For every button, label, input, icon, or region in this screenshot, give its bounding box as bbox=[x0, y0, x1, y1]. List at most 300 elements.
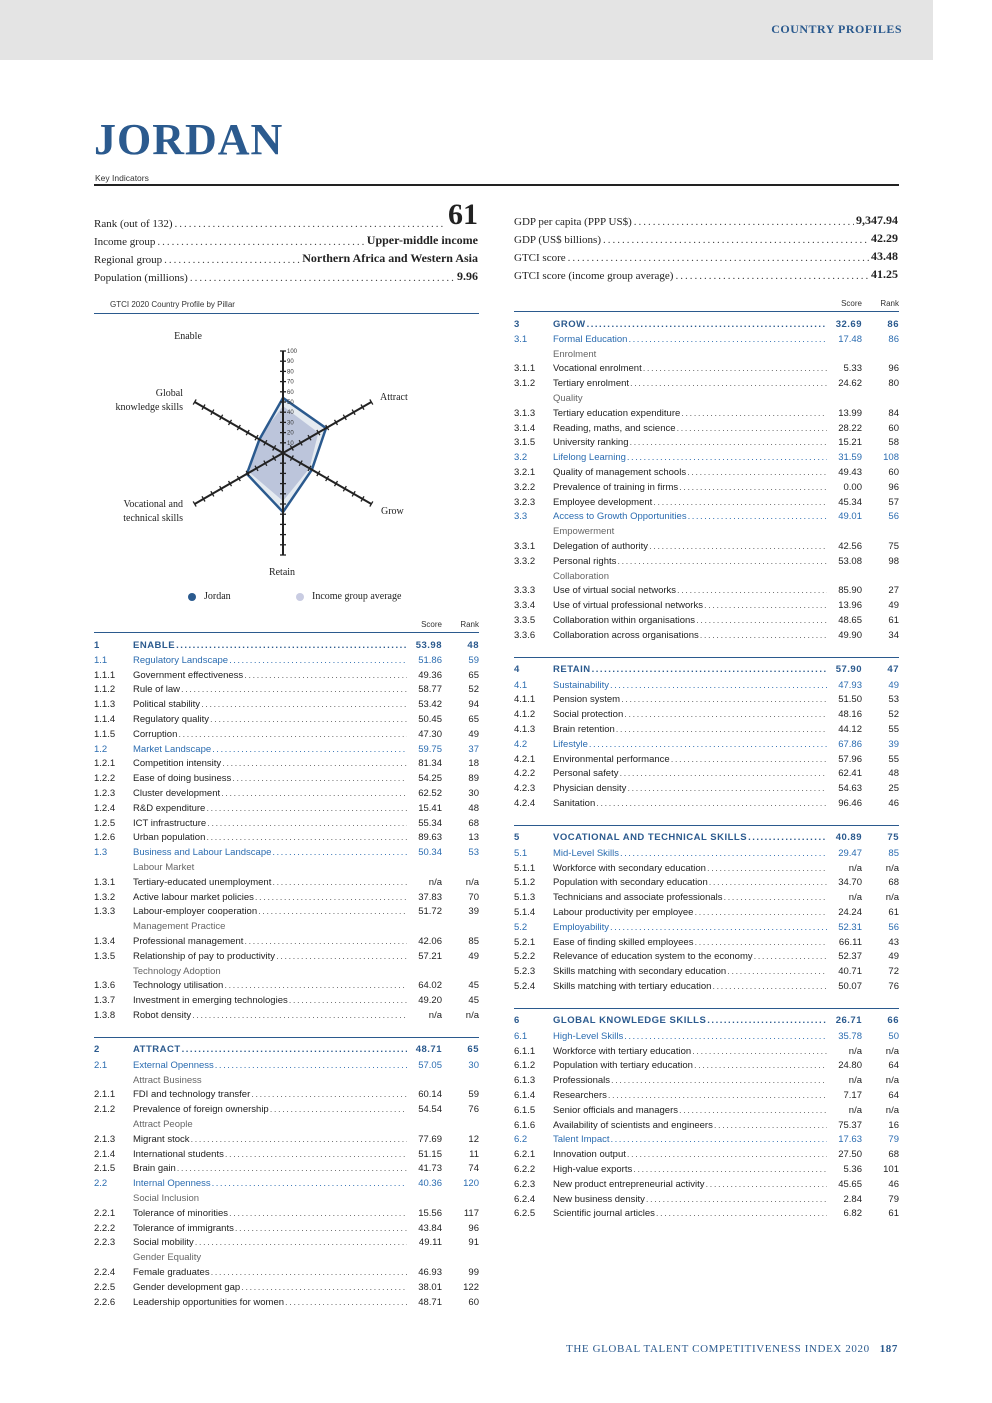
leader-dots bbox=[646, 1194, 827, 1205]
leader-dots bbox=[671, 754, 827, 765]
indicator-score: 52.37 bbox=[838, 951, 862, 963]
group-heading-label: Management Practice bbox=[133, 921, 226, 933]
leader-dots bbox=[727, 966, 827, 977]
leader-dots bbox=[709, 877, 827, 888]
indicator-row bbox=[514, 1118, 899, 1133]
indicator-rank: 86 bbox=[887, 318, 899, 330]
indicator-rank: 59 bbox=[468, 654, 479, 666]
indicator-rank: 91 bbox=[468, 1237, 479, 1249]
indicator-rank: 72 bbox=[888, 966, 899, 978]
group-heading-label: Social Inclusion bbox=[133, 1192, 200, 1204]
indicator-row bbox=[94, 801, 479, 816]
indicator-code: 5.2.2 bbox=[514, 951, 536, 963]
group-heading-label: Empowerment bbox=[553, 526, 615, 538]
radar-tick-label: 40 bbox=[287, 410, 294, 417]
indicator-row bbox=[94, 1132, 479, 1147]
indicator-code: 3.1.1 bbox=[514, 363, 536, 375]
leader-dots bbox=[630, 437, 828, 448]
sub-pillar-row bbox=[94, 845, 479, 860]
group-heading bbox=[514, 391, 899, 406]
radar-axis-label-line: Retain bbox=[268, 567, 296, 578]
indicator-row bbox=[94, 949, 479, 964]
leader-dots bbox=[258, 906, 407, 917]
indicator-score: 48.71 bbox=[415, 1044, 442, 1056]
indicator-name: Scientific journal articles bbox=[553, 1208, 655, 1220]
indicator-score: 49.01 bbox=[838, 511, 862, 523]
indicator-code: 1.3.6 bbox=[94, 980, 116, 992]
indicator-rank: 39 bbox=[888, 738, 899, 750]
indicator-score: 44.12 bbox=[838, 724, 862, 736]
indicator-code: 2.2.4 bbox=[94, 1266, 116, 1278]
indicator-score: 42.56 bbox=[838, 541, 862, 553]
indicator-rank: 48 bbox=[888, 768, 899, 780]
score-header: Score bbox=[841, 299, 862, 308]
indicator-score: 15.56 bbox=[418, 1207, 442, 1219]
radar-caption: GTCI 2020 Country Profile by Pillar bbox=[110, 300, 235, 309]
group-heading bbox=[94, 1191, 479, 1206]
indicator-rank: 49 bbox=[468, 728, 479, 740]
indicator-name: Brain gain bbox=[133, 1163, 176, 1175]
indicator-name: Market Landscape bbox=[133, 743, 212, 755]
indicator-code: 2.1.4 bbox=[94, 1148, 116, 1160]
indicator-row bbox=[514, 376, 899, 391]
leader-dots bbox=[592, 664, 827, 675]
legend-income-avg-label: Income group average bbox=[312, 591, 402, 602]
indicator-score: 51.72 bbox=[418, 906, 442, 918]
indicator-rank: 30 bbox=[468, 788, 479, 800]
radar-axis-label bbox=[380, 391, 408, 405]
indicator-row bbox=[94, 1102, 479, 1117]
pillar-row bbox=[514, 830, 899, 846]
indicator-rank: n/a bbox=[885, 862, 899, 874]
key-indicator-row bbox=[94, 248, 478, 266]
indicator-code: 3 bbox=[514, 318, 520, 330]
indicator-code: 2.2.5 bbox=[94, 1281, 116, 1293]
leader-dots bbox=[627, 452, 827, 463]
indicator-score: 17.48 bbox=[838, 333, 862, 345]
key-indicators-right bbox=[514, 210, 898, 282]
indicator-name: New business density bbox=[553, 1193, 645, 1205]
pillar-row bbox=[94, 637, 479, 653]
key-indicator-row bbox=[514, 264, 898, 282]
group-heading bbox=[514, 347, 899, 362]
indicator-rank: 55 bbox=[888, 753, 899, 765]
indicator-row bbox=[94, 786, 479, 801]
leader-dots bbox=[255, 892, 407, 903]
indicator-rank: 75 bbox=[887, 832, 899, 844]
indicator-score: 28.22 bbox=[838, 422, 862, 434]
indicator-code: 2.2 bbox=[94, 1178, 108, 1190]
indicator-code: 5.2.4 bbox=[514, 980, 536, 992]
group-heading bbox=[514, 569, 899, 584]
indicator-row bbox=[514, 1162, 899, 1177]
indicator-score: 50.34 bbox=[418, 847, 442, 859]
indicator-code: 3.3.2 bbox=[514, 555, 536, 567]
leader-dots bbox=[608, 1090, 827, 1101]
indicator-row bbox=[514, 964, 899, 979]
indicator-row bbox=[94, 771, 479, 786]
indicator-score: 37.83 bbox=[418, 891, 442, 903]
indicator-row bbox=[514, 1192, 899, 1207]
indicator-rank: n/a bbox=[885, 892, 899, 904]
leader-dots bbox=[619, 768, 827, 779]
table-top-rule bbox=[94, 632, 479, 633]
leader-dots bbox=[611, 1134, 828, 1145]
group-heading-label: Gender Equality bbox=[133, 1252, 202, 1264]
indicator-score: 29.47 bbox=[838, 847, 862, 859]
indicator-score: 27.50 bbox=[838, 1149, 862, 1161]
leader-dots bbox=[704, 600, 827, 611]
indicator-name: R&D expenditure bbox=[133, 802, 206, 814]
right-indicator-table bbox=[514, 299, 899, 1221]
indicator-code: 2.2.2 bbox=[94, 1222, 116, 1234]
indicator-code: 1.2 bbox=[94, 743, 108, 755]
indicator-rank: 52 bbox=[888, 709, 899, 721]
indicator-code: 3.3.3 bbox=[514, 585, 536, 597]
leader-dots bbox=[276, 951, 407, 962]
indicator-name: Population with secondary education bbox=[553, 877, 708, 889]
section-tag: COUNTRY PROFILES bbox=[771, 22, 902, 36]
indicator-rank: 57 bbox=[888, 496, 899, 508]
indicator-code: 4.1 bbox=[514, 679, 528, 691]
leader-dots bbox=[568, 252, 869, 264]
leader-dots bbox=[694, 1060, 827, 1071]
indicator-rank: 56 bbox=[888, 921, 899, 933]
indicator-row bbox=[94, 905, 479, 920]
indicator-name: RETAIN bbox=[553, 664, 591, 676]
indicator-rank: 12 bbox=[468, 1133, 479, 1145]
indicator-name: ENABLE bbox=[133, 639, 176, 651]
indicator-name: Pension system bbox=[553, 694, 621, 706]
indicator-rank: 74 bbox=[468, 1163, 479, 1175]
indicator-name: Corruption bbox=[133, 728, 178, 740]
indicator-code: 1.1.5 bbox=[94, 728, 116, 740]
group-heading bbox=[94, 860, 479, 875]
indicator-score: 42.06 bbox=[418, 936, 442, 948]
key-indicator-row bbox=[94, 200, 478, 230]
indicator-row bbox=[514, 539, 899, 554]
page-title: JORDAN bbox=[94, 115, 284, 164]
key-indicator-value: 9.96 bbox=[457, 269, 478, 283]
indicator-code: 1.2.6 bbox=[94, 832, 116, 844]
key-indicator-label: Regional group bbox=[94, 254, 163, 266]
indicator-rank: 49 bbox=[888, 951, 899, 963]
indicator-code: 6 bbox=[514, 1015, 520, 1027]
indicator-row bbox=[514, 1103, 899, 1118]
indicator-code: 3.2 bbox=[514, 452, 528, 464]
indicator-rank: 49 bbox=[888, 679, 899, 691]
indicator-row bbox=[514, 876, 899, 891]
leader-dots bbox=[157, 236, 364, 248]
leader-dots bbox=[190, 272, 455, 284]
indicator-row bbox=[94, 1235, 479, 1250]
indicator-code: 2 bbox=[94, 1044, 100, 1056]
indicator-rank: 68 bbox=[468, 817, 479, 829]
indicator-score: 96.46 bbox=[838, 798, 862, 809]
indicator-score: 77.69 bbox=[418, 1133, 442, 1145]
indicator-rank: 53 bbox=[468, 847, 479, 859]
indicator-score: n/a bbox=[848, 1104, 862, 1116]
indicator-rank: 61 bbox=[888, 615, 899, 627]
leader-dots bbox=[289, 995, 407, 1006]
key-indicator-value: 61 bbox=[448, 198, 478, 231]
indicator-code: 2.2.6 bbox=[94, 1296, 116, 1308]
indicator-score: 55.34 bbox=[418, 817, 442, 829]
leader-dots bbox=[596, 798, 827, 809]
indicator-name: Prevalence of foreign ownership bbox=[133, 1104, 269, 1116]
indicator-rank: 43 bbox=[888, 936, 899, 948]
legend-income-avg-swatch bbox=[296, 593, 304, 601]
indicator-row bbox=[94, 1008, 479, 1023]
indicator-score: 60.14 bbox=[418, 1089, 442, 1101]
leader-dots bbox=[206, 803, 407, 814]
indicator-code: 2.1.2 bbox=[94, 1104, 116, 1116]
indicator-name: University ranking bbox=[553, 437, 629, 449]
radar-tick-label: 20 bbox=[287, 430, 294, 437]
indicator-code: 5 bbox=[514, 832, 520, 844]
indicator-rank: 16 bbox=[888, 1119, 899, 1131]
leader-dots bbox=[191, 1134, 408, 1145]
indicator-name: Labour-employer cooperation bbox=[133, 906, 258, 918]
indicator-code: 6.2 bbox=[514, 1134, 528, 1146]
indicator-name: Tolerance of immigrants bbox=[133, 1222, 234, 1234]
section-gap bbox=[514, 994, 899, 1008]
indicator-name: Collaboration within organisations bbox=[553, 615, 696, 627]
leader-dots bbox=[714, 1120, 827, 1131]
indicator-score: 24.62 bbox=[838, 378, 862, 390]
indicator-rank: n/a bbox=[465, 1010, 479, 1022]
indicator-code: 6.2.5 bbox=[514, 1208, 536, 1220]
indicator-rank: 55 bbox=[888, 724, 899, 736]
indicator-score: 51.86 bbox=[418, 654, 442, 666]
indicator-score: 51.15 bbox=[418, 1148, 442, 1160]
indicator-row bbox=[94, 1088, 479, 1103]
indicator-score: 26.71 bbox=[835, 1015, 862, 1027]
pillar-rule bbox=[94, 1037, 479, 1038]
radar-tick-label: 100 bbox=[287, 349, 298, 355]
indicator-name: Relevance of education system to the economy bbox=[553, 951, 753, 963]
leader-dots bbox=[617, 556, 827, 567]
footer bbox=[566, 1343, 898, 1355]
indicator-row bbox=[94, 1265, 479, 1280]
indicator-name: Political stability bbox=[133, 699, 201, 711]
indicator-code: 1.2.4 bbox=[94, 802, 116, 814]
legend-jordan-label: Jordan bbox=[204, 591, 231, 602]
indicator-score: 35.78 bbox=[838, 1030, 862, 1042]
indicator-rank: 46 bbox=[888, 798, 899, 809]
indicator-score: 24.24 bbox=[838, 906, 862, 918]
indicator-code: 6.1.5 bbox=[514, 1104, 536, 1116]
key-indicator-label: GTCI score (income group average) bbox=[514, 270, 674, 282]
indicator-code: 1.3.7 bbox=[94, 995, 116, 1007]
section-gap bbox=[514, 643, 899, 657]
indicator-score: 40.36 bbox=[418, 1178, 442, 1190]
indicator-rank: 96 bbox=[888, 363, 899, 375]
indicator-rank: 98 bbox=[888, 555, 899, 567]
legend-jordan-swatch bbox=[188, 593, 196, 601]
leader-dots bbox=[232, 773, 407, 784]
leader-dots bbox=[603, 234, 869, 246]
score-header: Score bbox=[421, 620, 442, 629]
indicator-code: 2.1 bbox=[94, 1059, 108, 1071]
radar-axis-label-line: technical skills bbox=[123, 513, 183, 524]
indicator-code: 1.3.2 bbox=[94, 891, 116, 903]
indicator-code: 3.1.5 bbox=[514, 437, 536, 449]
indicator-name: External Openness bbox=[133, 1059, 214, 1071]
indicator-row bbox=[514, 1147, 899, 1162]
indicator-score: 24.80 bbox=[838, 1060, 862, 1072]
indicator-score: 49.11 bbox=[418, 1237, 442, 1249]
indicator-score: 62.52 bbox=[418, 788, 442, 800]
leader-dots bbox=[212, 1178, 407, 1189]
indicator-name: Physician density bbox=[553, 783, 627, 795]
indicator-row bbox=[514, 495, 899, 510]
indicator-code: 5.2 bbox=[514, 921, 528, 933]
indicator-score: 53.42 bbox=[418, 699, 442, 711]
rank-header: Rank bbox=[460, 620, 479, 629]
radar-axis-label-line: knowledge skills bbox=[115, 402, 183, 413]
indicator-name: Brain retention bbox=[553, 724, 615, 736]
leader-dots bbox=[630, 378, 827, 389]
indicator-rank: 34 bbox=[888, 629, 899, 641]
indicator-name: GLOBAL KNOWLEDGE SKILLS bbox=[553, 1015, 707, 1027]
indicator-rank: 68 bbox=[888, 1149, 899, 1161]
indicator-code: 6.1 bbox=[514, 1030, 528, 1042]
radar-axis-label-text bbox=[269, 566, 295, 580]
leader-dots bbox=[241, 1282, 407, 1293]
indicator-name: VOCATIONAL AND TECHNICAL SKILLS bbox=[553, 832, 748, 844]
indicator-row bbox=[514, 554, 899, 569]
leader-dots bbox=[178, 729, 407, 740]
indicator-score: 54.63 bbox=[838, 783, 862, 795]
sub-pillar-row bbox=[514, 846, 899, 861]
sub-pillar-row bbox=[94, 653, 479, 668]
sub-pillar-row bbox=[514, 332, 899, 347]
leader-dots bbox=[620, 848, 827, 859]
indicator-rank: 27 bbox=[888, 585, 899, 597]
indicator-rank: 59 bbox=[468, 1089, 479, 1101]
radar-tick-label: 50 bbox=[287, 400, 294, 406]
indicator-row bbox=[514, 421, 899, 436]
indicator-rank: 65 bbox=[468, 669, 479, 681]
indicator-score: 51.50 bbox=[838, 694, 862, 706]
indicator-row bbox=[94, 890, 479, 905]
group-heading-label: Attract People bbox=[133, 1119, 193, 1130]
indicator-row bbox=[514, 935, 899, 950]
pillar-rule bbox=[514, 1008, 899, 1009]
radar-axis-label bbox=[88, 498, 183, 526]
table-header bbox=[514, 299, 899, 311]
indicator-score: 52.31 bbox=[838, 921, 862, 933]
key-indicator-label: GDP per capita (PPP US$) bbox=[514, 216, 632, 228]
indicator-name: Delegation of authority bbox=[553, 541, 649, 553]
leader-dots bbox=[754, 951, 827, 962]
indicator-row bbox=[514, 1177, 899, 1192]
indicator-code: 3.3.5 bbox=[514, 615, 536, 627]
rank-header: Rank bbox=[880, 299, 899, 308]
group-heading bbox=[94, 919, 479, 934]
indicator-name: Regulatory Landscape bbox=[133, 654, 229, 666]
indicator-code: 4.1.1 bbox=[514, 694, 536, 706]
indicator-code: 1.3.4 bbox=[94, 936, 116, 948]
radar-axis-label-line: Vocational and bbox=[123, 499, 183, 510]
indicator-code: 2.2.1 bbox=[94, 1207, 116, 1219]
sub-pillar-row bbox=[94, 1176, 479, 1191]
leader-dots bbox=[656, 1208, 827, 1219]
indicator-name: Personal rights bbox=[553, 555, 617, 567]
leader-dots bbox=[244, 670, 407, 681]
indicator-name: FDI and technology transfer bbox=[133, 1089, 251, 1101]
indicator-code: 4.2.3 bbox=[514, 783, 536, 795]
leader-dots bbox=[628, 334, 827, 345]
leader-dots bbox=[285, 1297, 407, 1308]
key-indicator-row bbox=[514, 210, 898, 228]
indicator-row bbox=[514, 1073, 899, 1088]
indicator-name: Lifelong Learning bbox=[553, 452, 626, 464]
indicator-score: 53.08 bbox=[838, 555, 862, 567]
leader-dots bbox=[679, 482, 827, 493]
indicator-score: 64.02 bbox=[418, 980, 442, 992]
indicator-row bbox=[94, 831, 479, 846]
leader-dots bbox=[696, 615, 827, 626]
indicator-row bbox=[514, 362, 899, 377]
footer-title: THE GLOBAL TALENT COMPETITIVENESS INDEX 2020 bbox=[566, 1343, 870, 1355]
indicator-rank: 58 bbox=[888, 437, 899, 449]
indicator-score: 66.11 bbox=[838, 936, 862, 948]
indicator-rank: 75 bbox=[888, 541, 899, 553]
key-indicator-value: 43.48 bbox=[871, 249, 898, 263]
indicator-code: 1.1.1 bbox=[94, 669, 116, 681]
leader-dots bbox=[164, 254, 300, 266]
radar-axis-label-text bbox=[88, 498, 183, 526]
indicator-code: 4.2.1 bbox=[514, 753, 536, 765]
pillar-rule bbox=[514, 657, 899, 658]
indicator-rank: n/a bbox=[885, 1104, 899, 1116]
indicator-rank: 86 bbox=[888, 333, 899, 345]
indicator-code: 1.1.4 bbox=[94, 714, 116, 726]
indicator-score: n/a bbox=[428, 876, 442, 888]
leader-dots bbox=[610, 922, 827, 933]
radar-tick-label: 10 bbox=[287, 440, 294, 447]
indicator-score: 47.30 bbox=[418, 728, 442, 740]
indicator-row bbox=[94, 934, 479, 949]
indicator-name: Government effectiveness bbox=[133, 669, 244, 681]
leader-dots bbox=[687, 467, 827, 478]
radar-chart bbox=[94, 318, 479, 588]
indicator-code: 1 bbox=[94, 639, 100, 651]
indicator-name: Sanitation bbox=[553, 798, 596, 809]
indicator-rank: 68 bbox=[888, 877, 899, 889]
indicator-name: Access to Growth Opportunities bbox=[553, 511, 687, 523]
leader-dots bbox=[624, 709, 827, 720]
sub-pillar-row bbox=[94, 1058, 479, 1073]
radar-tick-label: 60 bbox=[287, 389, 294, 396]
indicator-score: 38.01 bbox=[418, 1281, 442, 1293]
indicator-rank: 49 bbox=[888, 600, 899, 612]
leader-dots bbox=[195, 1237, 407, 1248]
indicator-name: Innovation output bbox=[553, 1149, 626, 1161]
indicator-name: Vocational enrolment bbox=[553, 363, 642, 375]
indicator-rank: 46 bbox=[888, 1178, 899, 1190]
indicator-code: 3.2.2 bbox=[514, 481, 536, 493]
pillar-row bbox=[94, 1042, 479, 1058]
indicator-name: Migrant stock bbox=[133, 1133, 190, 1145]
indicator-code: 1.2.1 bbox=[94, 758, 116, 770]
indicator-rank: 79 bbox=[888, 1193, 899, 1205]
indicator-row bbox=[94, 1280, 479, 1295]
table-top-rule bbox=[514, 311, 899, 312]
indicator-score: 34.70 bbox=[838, 877, 862, 889]
